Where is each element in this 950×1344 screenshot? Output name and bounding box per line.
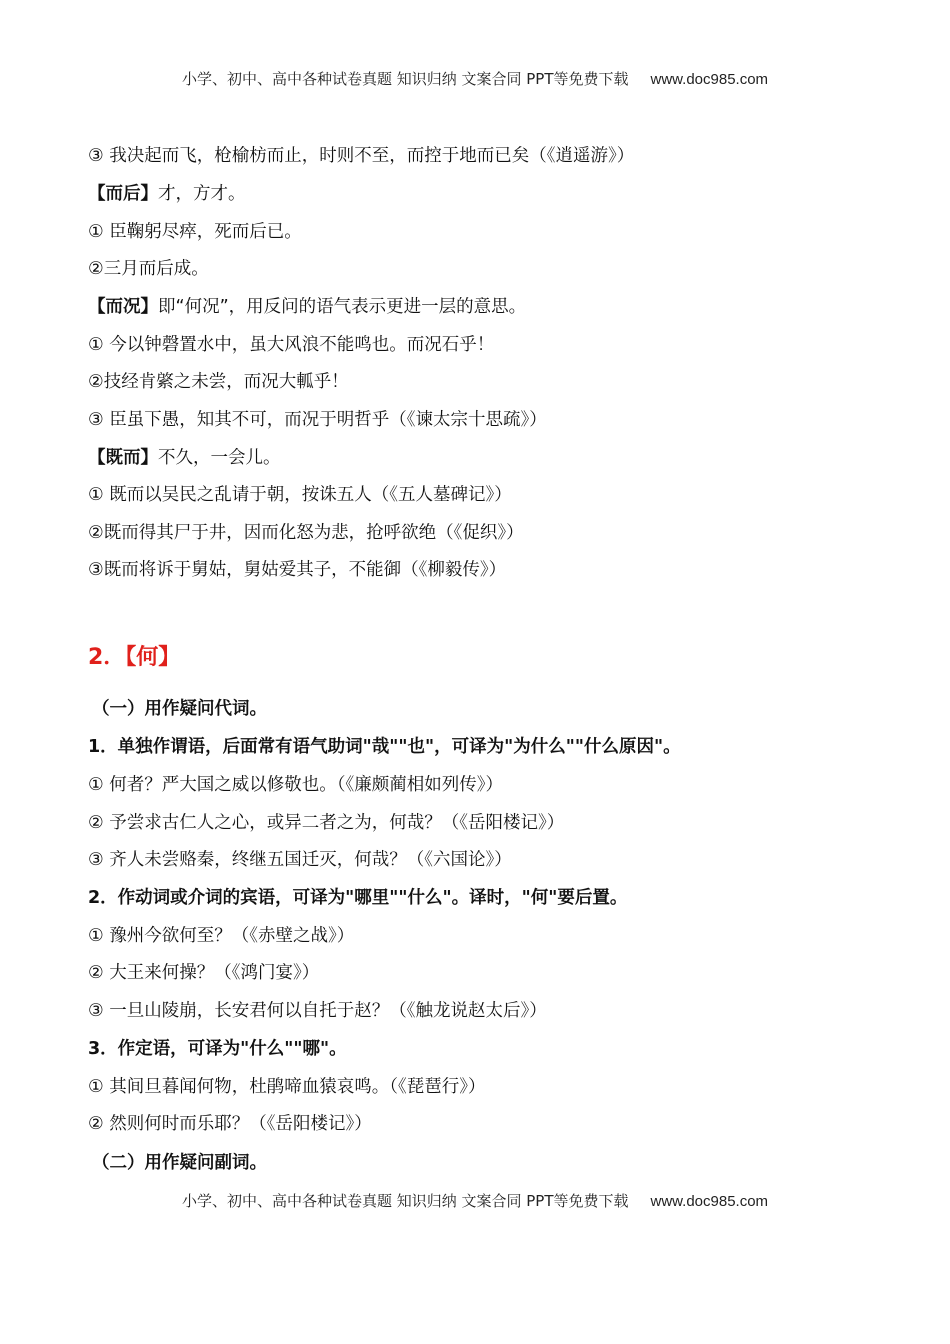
header-text: 小学、初中、高中各种试卷真题 知识归纳 文案合同 PPT等免费下载 bbox=[181, 70, 629, 88]
example-line: ③ 齐人未尝赂秦，终继五国迁灭，何哉？（《六国论》） bbox=[88, 850, 512, 870]
example-line: ③既而将诉于舅姑，舅姑爱其子，不能御（《柳毅传》） bbox=[88, 560, 507, 580]
rule-line: 2．作动词或介词的宾语，可译为"哪里""什么"。译时，"何"要后置。 bbox=[88, 888, 628, 908]
term-erkuang bbox=[88, 296, 526, 318]
subsection-title: （一）用作疑问代词。 bbox=[92, 699, 267, 719]
example-line: ① 既而以吴民之乱请于朝，按诛五人（《五人墓碑记》） bbox=[88, 485, 512, 505]
term-definition: 不久，一会儿。 bbox=[158, 448, 281, 468]
rule-line: 3．作定语，可译为"什么""哪"。 bbox=[88, 1039, 347, 1059]
term-label: 【而后】 bbox=[88, 184, 158, 204]
term-label: 【而况】 bbox=[88, 297, 158, 317]
example-line: ① 豫州今欲何至？（《赤壁之战》） bbox=[88, 926, 355, 946]
example-line: ③ 我决起而飞，枪榆枋而止，时则不至，而控于地而已矣（《逍遥游》） bbox=[88, 146, 635, 166]
section-title-he: 2．【何】 bbox=[88, 645, 181, 670]
example-line: ① 何者？严大国之威以修敬也。（《廉颇蔺相如列传》） bbox=[88, 775, 503, 795]
example-line: ① 其间旦暮闻何物，杜鹃啼血猿哀鸣。（《琵琶行》） bbox=[88, 1077, 486, 1097]
example-line: ② 大王来何操？（《鸿门宴》） bbox=[88, 963, 320, 983]
header-site: www.doc985.com bbox=[650, 71, 769, 88]
page-footer bbox=[0, 1190, 950, 1211]
example-line: ②技经肯綮之未尝，而况大軱乎！ bbox=[88, 372, 349, 392]
term-definition: 即“何况”，用反问的语气表示更进一层的意思。 bbox=[158, 297, 527, 317]
example-line: ① 今以钟磬置水中，虽大风浪不能鸣也。而况石乎！ bbox=[88, 335, 495, 355]
rule-line: 1．单独作谓语，后面常有语气助词"哉""也"，可译为"为什么""什么原因"。 bbox=[88, 737, 681, 757]
subsection-title: （二）用作疑问副词。 bbox=[92, 1153, 267, 1173]
example-line: ③ 臣虽下愚，知其不可，而况于明哲乎（《谏太宗十思疏》） bbox=[88, 410, 547, 430]
term-erhou bbox=[88, 183, 246, 205]
page-header bbox=[0, 68, 950, 89]
term-label: 【既而】 bbox=[88, 448, 158, 468]
term-jier bbox=[88, 447, 281, 469]
term-definition: 才，方才。 bbox=[158, 184, 246, 204]
example-line: ② 予尝求古仁人之心，或异二者之为，何哉？（《岳阳楼记》） bbox=[88, 813, 565, 833]
example-line: ② 然则何时而乐耶？（《岳阳楼记》） bbox=[88, 1114, 372, 1134]
example-line: ③ 一旦山陵崩，长安君何以自托于赵？（《触龙说赵太后》） bbox=[88, 1001, 547, 1021]
footer-site: www.doc985.com bbox=[650, 1193, 769, 1210]
footer-text: 小学、初中、高中各种试卷真题 知识归纳 文案合同 PPT等免费下载 bbox=[181, 1192, 629, 1210]
example-line: ②三月而后成。 bbox=[88, 259, 209, 279]
example-line: ②既而得其尸于井，因而化怒为悲，抢呼欲绝（《促织》） bbox=[88, 523, 524, 543]
example-line: ① 臣鞠躬尽瘁，死而后已。 bbox=[88, 222, 302, 242]
